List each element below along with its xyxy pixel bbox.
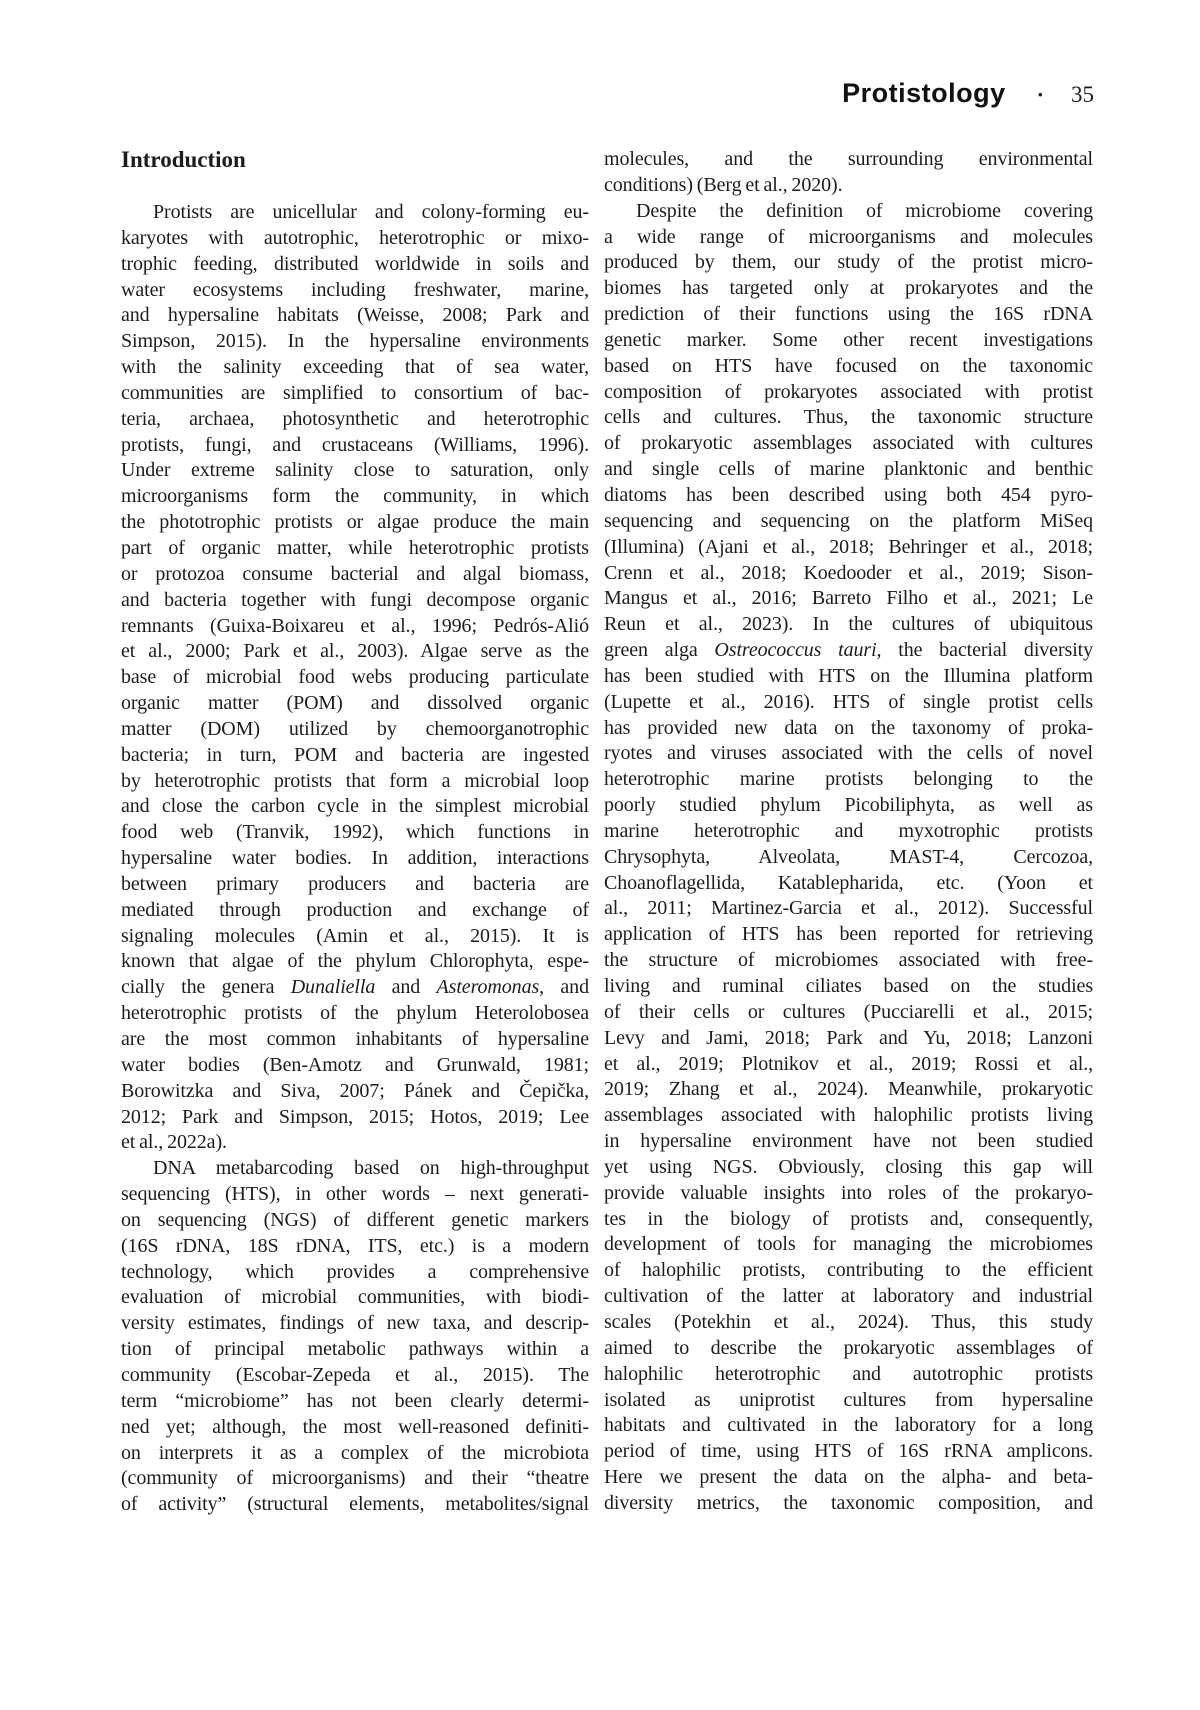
text-line: assemblages associated with halophilic protists living — [604, 1104, 1093, 1127]
text-line: Crenn et al., 2018; Koedooder et al., 2019; Sison- — [604, 561, 1093, 584]
text-line: Simpson, 2015). In the hypersaline environments — [121, 330, 589, 353]
page-number: 35 — [1071, 82, 1094, 107]
text-line: diatoms has been described using both 454 pyro- — [604, 483, 1093, 506]
text-line: Levy and Jami, 2018; Park and Yu, 2018; Lanzoni — [604, 1026, 1093, 1049]
text-line: part of organic matter, while heterotrophic protists — [121, 536, 589, 559]
text-line: aimed to describe the prokaryotic assemblages of — [604, 1336, 1093, 1359]
text-line: cially the genera Dunaliella and Asteromonas, and — [121, 976, 589, 999]
text-line: DNA metabarcoding based on high-throughput — [153, 1157, 589, 1180]
text-line: et al., 2019; Plotnikov et al., 2019; Rossi et al., — [604, 1052, 1093, 1075]
text-line: the structure of microbiomes associated with free- — [604, 949, 1093, 972]
text-line: of their cells or cultures (Pucciarelli et al., 2015; — [604, 1000, 1093, 1023]
text-line: and hypersaline habitats (Weisse, 2008; Park and — [121, 304, 589, 327]
text-line: (16S rDNA, 18S rDNA, ITS, etc.) is a modern — [121, 1234, 589, 1257]
text-line: heterotrophic protists of the phylum Heterolobosea — [121, 1002, 589, 1025]
text-line: Here we present the data on the alpha- and beta- — [604, 1466, 1093, 1489]
text-line: tion of principal metabolic pathways within a — [121, 1338, 589, 1361]
text-line: and close the carbon cycle in the simplest microbial — [121, 795, 589, 818]
text-line: term “microbiome” has not been clearly determi- — [121, 1389, 589, 1412]
text-line: (Lupette et al., 2016). HTS of single protist cells — [604, 690, 1093, 713]
text-line: marine heterotrophic and myxotrophic protists — [604, 819, 1093, 842]
text-line: or protozoa consume bacterial and algal biomass, — [121, 562, 589, 585]
text-line: development of tools for managing the microbiomes — [604, 1233, 1093, 1256]
text-line: hypersaline water bodies. In addition, interactions — [121, 847, 589, 870]
text-line: tes in the biology of protists and, consequently, — [604, 1207, 1093, 1230]
text-line: provide valuable insights into roles of the prokaryo- — [604, 1181, 1093, 1204]
text-line: sequencing and sequencing on the platform MiSeq — [604, 509, 1093, 532]
text-line: yet using NGS. Obviously, closing this gap will — [604, 1155, 1093, 1178]
text-line: 2019; Zhang et al., 2024). Meanwhile, prokaryotic — [604, 1078, 1093, 1101]
text-line: water ecosystems including freshwater, marine, — [121, 278, 589, 301]
text-line: known that algae of the phylum Chlorophyta, espe- — [121, 950, 589, 973]
text-line: Borowitzka and Siva, 2007; Pánek and Čepička, — [121, 1079, 589, 1102]
text-line: are the most common inhabitants of hypersaline — [121, 1028, 589, 1050]
text-line: period of time, using HTS of 16S rRNA amplicons. — [604, 1440, 1093, 1463]
text-line: 2012; Park and Simpson, 2015; Hotos, 2019; Lee — [121, 1105, 589, 1128]
text-line: remnants (Guixa-Boixareu et al., 1996; Pedrós-Alió — [121, 614, 589, 637]
text-line: of halophilic protists, contributing to the efficient — [604, 1259, 1093, 1282]
text-line: and bacteria together with fungi decompose organic — [121, 588, 589, 611]
text-line: cultivation of the latter at laboratory and industrial — [604, 1285, 1093, 1308]
text-line: cells and cultures. Thus, the taxonomic structure — [604, 406, 1093, 429]
text-line: microorganisms form the community, in which — [121, 485, 589, 508]
left-column — [121, 146, 589, 1518]
text-line: food web (Tranvik, 1992), which functions in — [121, 821, 589, 844]
text-line: bacteria; in turn, POM and bacteria are ingested — [121, 743, 589, 766]
text-line: on sequencing (NGS) of different genetic markers — [121, 1208, 589, 1231]
text-line: diversity metrics, the taxonomic composition, and — [604, 1491, 1093, 1514]
text-line: genetic marker. Some other recent investigations — [604, 328, 1093, 351]
text-line: of activity” (structural elements, metabolites/signal — [121, 1493, 589, 1516]
separator-dot: · — [1036, 82, 1044, 107]
text-line: Choanoflagellida, Katablepharida, etc. (Yoon et — [604, 871, 1093, 894]
text-line: organic matter (POM) and dissolved organic — [121, 692, 589, 715]
journal-title: Protistology — [842, 78, 1006, 108]
text-line: versity estimates, findings of new taxa, and descrip- — [121, 1312, 589, 1335]
page-header — [842, 78, 1094, 109]
text-line: Protists are unicellular and colony-forming eu- — [153, 201, 589, 223]
text-line: produced by them, our study of the protist micro- — [604, 251, 1093, 274]
text-line: water bodies (Ben-Amotz and Grunwald, 1981; — [121, 1053, 589, 1076]
text-line: in hypersaline environment have not been studied — [604, 1130, 1093, 1153]
text-line: sequencing (HTS), in other words – next generati- — [121, 1183, 589, 1206]
text-line: isolated as uniprotist cultures from hypersaline — [604, 1388, 1093, 1411]
text-line: a wide range of microorganisms and molecules — [604, 225, 1093, 248]
section-heading: Introduction — [121, 147, 246, 172]
text-line: et al., 2022a). — [121, 1131, 227, 1154]
text-line: prediction of their functions using the 16S rDNA — [604, 303, 1093, 326]
text-line: living and ruminal ciliates based on the studies — [604, 975, 1093, 997]
text-line: the phototrophic protists or algae produce the main — [121, 511, 589, 534]
text-line: scales (Potekhin et al., 2024). Thus, this study — [604, 1310, 1093, 1333]
text-line: community (Escobar-Zepeda et al., 2015). The — [121, 1363, 589, 1386]
text-line: evaluation of microbial communities, with biodi- — [121, 1286, 589, 1309]
text-line: trophic feeding, distributed worldwide in soils and — [121, 252, 589, 275]
text-line: (Illumina) (Ajani et al., 2018; Behringer et al., 2018; — [604, 535, 1093, 558]
text-line: based on HTS have focused on the taxonomic — [604, 354, 1093, 377]
text-line: base of microbial food webs producing particulate — [121, 666, 589, 689]
text-line: al., 2011; Martinez-Garcia et al., 2012). Successful — [604, 897, 1093, 920]
text-line: ryotes and viruses associated with the cells of novel — [604, 742, 1093, 765]
text-line: heterotrophic marine protists belonging to the — [604, 768, 1093, 791]
text-line: habitats and cultivated in the laboratory for a long — [604, 1414, 1093, 1437]
text-line: has provided new data on the taxonomy of proka- — [604, 716, 1093, 739]
text-line: poorly studied phylum Picobiliphyta, as well as — [604, 794, 1093, 817]
text-line: matter (DOM) utilized by chemoorganotrophic — [121, 717, 589, 740]
text-line: has been studied with HTS on the Illumina platform — [604, 664, 1093, 687]
text-line: Mangus et al., 2016; Barreto Filho et al., 2021; Le — [604, 587, 1093, 610]
text-line: halophilic heterotrophic and autotrophic protists — [604, 1362, 1093, 1385]
text-line: et al., 2000; Park et al., 2003). Algae serve as the — [121, 640, 589, 663]
text-line: by heterotrophic protists that form a microbial loop — [121, 769, 589, 792]
text-line: protists, fungi, and crustaceans (Williams, 1996). — [121, 433, 589, 456]
text-line: Under extreme salinity close to saturation, only — [121, 459, 589, 482]
text-line: signaling molecules (Amin et al., 2015). It is — [121, 924, 589, 947]
text-line: karyotes with autotrophic, heterotrophic or mixo- — [121, 226, 589, 249]
text-line: conditions) (Berg et al., 2020). — [604, 173, 843, 196]
text-line: communities are simplified to consortium of bac- — [121, 381, 589, 404]
text-line: of prokaryotic assemblages associated with cultures — [604, 432, 1093, 455]
text-line: biomes has targeted only at prokaryotes and the — [604, 277, 1093, 300]
text-line: ned yet; although, the most well-reasoned definiti- — [121, 1415, 589, 1438]
text-line: green alga Ostreococcus tauri, the bacterial diversity — [604, 639, 1093, 662]
text-line: composition of prokaryotes associated with protist — [604, 380, 1093, 403]
text-line: (community of microorganisms) and their “theatre — [121, 1467, 589, 1490]
text-line: and single cells of marine planktonic and benthic — [604, 458, 1093, 481]
text-line: application of HTS has been reported for retrieving — [604, 923, 1093, 946]
text-line: on interprets it as a complex of the microbiota — [121, 1441, 589, 1464]
text-line: Reun et al., 2023). In the cultures of ubiquitous — [604, 613, 1093, 636]
text-line: teria, archaea, photosynthetic and heterotrophic — [121, 407, 589, 430]
text-line: between primary producers and bacteria are — [121, 872, 589, 895]
text-line: molecules, and the surrounding environmental — [604, 148, 1093, 170]
right-column — [604, 147, 1093, 1517]
text-line: mediated through production and exchange of — [121, 898, 589, 921]
text-line: Chrysophyta, Alveolata, MAST-4, Cercozoa, — [604, 845, 1093, 868]
text-line: Despite the definition of microbiome covering — [636, 199, 1093, 222]
text-line: technology, which provides a comprehensive — [121, 1260, 589, 1283]
text-line: with the salinity exceeding that of sea water, — [121, 356, 589, 379]
